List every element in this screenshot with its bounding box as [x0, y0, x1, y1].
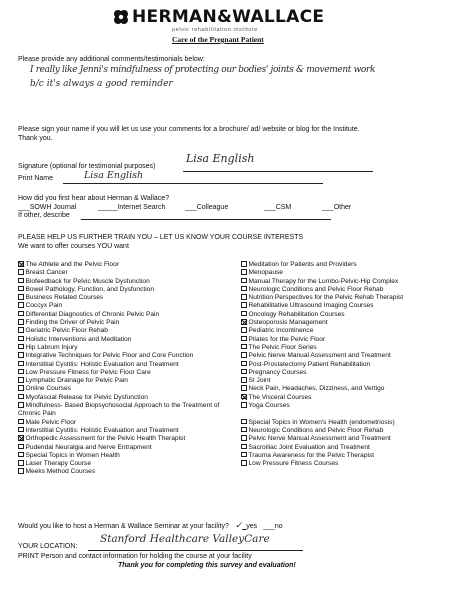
thank-you-message: Thank you for completing this survey and evaluation! — [118, 562, 296, 569]
course-option-label: Differential Diagnostics of Chronic Pelvic Pain — [25, 310, 160, 318]
course-option-right-22[interactable] — [241, 444, 403, 452]
location-field[interactable]: Stanford Healthcare ValleyCare — [100, 533, 270, 545]
signature-label: Signature (optional for testimonial purposes) — [18, 163, 156, 170]
course-option-right-4[interactable] — [241, 294, 403, 302]
hear-option-label: Colleague — [196, 204, 229, 211]
checkbox[interactable] — [241, 402, 247, 408]
checkbox[interactable] — [18, 352, 24, 358]
interests-subheading: We want to offer courses YOU want — [18, 243, 129, 250]
course-option-right-17[interactable] — [241, 402, 403, 410]
course-option-label: Rehabilitative Ultrasound Imaging Courses — [248, 302, 374, 310]
course-option-label: Coccyx Pain — [25, 302, 63, 310]
course-option-label: Menopause — [248, 269, 283, 277]
course-option-right-10[interactable] — [241, 344, 403, 352]
hear-option-other[interactable]: ___Other — [322, 204, 352, 211]
checkbox[interactable] — [241, 352, 247, 358]
course-option-label: Interstitial Cystitis: Holistic Evaluation and Treatment — [25, 360, 179, 368]
course-option-left-14[interactable] — [18, 377, 233, 385]
course-option-label: Laser Therapy Course — [25, 460, 91, 468]
course-option-label: Integrative Techniques for Pelvic Floor and Core Function — [25, 352, 194, 360]
hear-option-label: SOWH Journal — [29, 204, 77, 211]
checkbox[interactable] — [241, 344, 247, 350]
course-option-label: Meeks Method Courses — [25, 468, 96, 476]
hear-option-csm[interactable]: ___CSM — [264, 204, 292, 211]
checkbox[interactable] — [18, 302, 24, 308]
course-option-left-13[interactable] — [18, 369, 233, 377]
course-option-label: Pudendal Neuralgia and Nerve Entrapment — [25, 443, 152, 451]
comment-line-1: I really like Jenni's mindfulness of protecting our bodies' joints & movement work — [30, 65, 376, 75]
course-option-label: Holistic Interventions and Meditation — [25, 335, 132, 343]
course-option-left-5[interactable] — [18, 302, 233, 310]
course-option-left-10[interactable] — [18, 344, 233, 352]
checkbox[interactable] — [241, 327, 247, 333]
checkbox[interactable] — [241, 385, 247, 391]
course-option-left-6[interactable] — [18, 311, 233, 319]
checkbox[interactable] — [18, 319, 24, 325]
course-option-label: Orthopedic Assessment for the Pelvic Health Therapist — [25, 435, 186, 443]
hear-option-colleague[interactable]: ___Colleague — [185, 204, 229, 211]
course-option-right-20[interactable] — [241, 427, 403, 435]
course-option-left-17[interactable] — [18, 402, 233, 419]
course-option-label: Low Pressure Fitness for Pelvic Floor Care — [25, 368, 151, 376]
course-option-label: Interstitial Cystitis: Holistic Evaluation and Treatment — [25, 426, 179, 434]
course-option-right-0[interactable] — [241, 261, 403, 269]
course-option-right-5[interactable] — [241, 302, 403, 310]
course-option-label: SI Joint — [248, 377, 271, 385]
checkbox[interactable] — [18, 394, 24, 400]
host-question-text: Would you like to host a Herman & Wallace Seminar at your facility? — [18, 523, 229, 530]
course-option-right-7[interactable] — [241, 319, 403, 327]
checkbox[interactable] — [241, 361, 247, 367]
signature-field[interactable]: Lisa English — [186, 152, 255, 165]
checked-checkbox[interactable] — [18, 261, 24, 267]
course-option-right-3[interactable] — [241, 286, 403, 294]
print-name-field[interactable]: Lisa English — [84, 170, 144, 181]
course-option-label: The Visceral Courses — [248, 393, 312, 401]
checkbox[interactable] — [18, 311, 24, 317]
course-option-left-0[interactable] — [18, 261, 233, 269]
course-option-label: Pediatric Incontinence — [248, 327, 314, 335]
course-option-label: Myofascial Release for Pelvic Dysfunction — [25, 393, 148, 401]
course-option-left-20[interactable] — [18, 435, 233, 443]
checkbox[interactable] — [241, 452, 247, 458]
logo-subtext: pelvic rehabilitation institute — [172, 27, 258, 33]
checkbox[interactable] — [18, 269, 24, 275]
course-option-left-3[interactable] — [18, 286, 233, 294]
hear-question: How did you first hear about Herman & Wallace? — [18, 195, 170, 202]
course-option-label: Pelvic Nerve Manual Assessment and Treatment — [248, 352, 391, 360]
course-option-right-12[interactable] — [241, 361, 403, 369]
course-option-right-15[interactable] — [241, 385, 403, 393]
course-option-label: Trauma Awareness for the Pelvic Therapist — [248, 451, 375, 459]
checkbox[interactable] — [241, 336, 247, 342]
course-option-left-9[interactable] — [18, 336, 233, 344]
course-option-right-16[interactable] — [241, 394, 403, 402]
host-question — [18, 522, 283, 531]
course-option-left-21[interactable] — [18, 444, 233, 452]
interests-heading: PLEASE HELP US FURTHER TRAIN YOU – LET US KNOW YOUR COURSE INTERESTS — [18, 234, 304, 241]
checkbox[interactable] — [18, 278, 24, 284]
course-option-left-7[interactable] — [18, 319, 233, 327]
checkbox[interactable] — [18, 452, 24, 458]
course-option-right-9[interactable] — [241, 336, 403, 344]
checkbox[interactable] — [18, 294, 24, 300]
checkbox[interactable] — [241, 435, 247, 441]
course-option-label: Pilates for the Pelvic Floor — [248, 335, 326, 343]
course-option-right-24[interactable] — [241, 460, 403, 468]
course-option-label: Pelvic Nerve Manual Assessment and Treatment — [248, 435, 391, 443]
checkbox[interactable] — [18, 369, 24, 375]
checkbox[interactable] — [241, 261, 247, 267]
checkbox[interactable] — [18, 344, 24, 350]
course-option-label: Special Topics in Women's Health (endometriosis) — [248, 418, 395, 426]
course-option-label: Bowel Pathology, Function, and Dysfunction — [25, 285, 155, 293]
course-option-label: Oncology Rehabilitation Courses — [248, 310, 345, 318]
print-name-label: Print Name — [18, 175, 54, 182]
course-option-label: Meditation for Patients and Providers — [248, 261, 357, 268]
course-option-left-19[interactable] — [18, 427, 233, 435]
checkbox[interactable] — [241, 444, 247, 450]
checkbox[interactable] — [241, 286, 247, 292]
checkbox[interactable] — [18, 427, 24, 433]
course-option-right-14[interactable] — [241, 377, 403, 385]
if-other-label: If other, describe — [18, 212, 70, 219]
course-option-label: Neurologic Conditions and Pelvic Floor Rehab — [248, 285, 384, 293]
course-option-left-4[interactable] — [18, 294, 233, 302]
host-yes-option[interactable] — [235, 523, 257, 530]
course-option-label: Pregnancy Courses — [248, 368, 307, 376]
course-option-label: Sacroiliac Joint Evaluation and Treatment — [248, 443, 370, 451]
checkbox[interactable] — [241, 269, 247, 275]
course-option-right-13[interactable] — [241, 369, 403, 377]
hear-option-sowh[interactable]: ___SOWH Journal — [18, 204, 77, 211]
contact-note: PRINT Person and contact information for holding the course at your facility — [18, 553, 252, 560]
checkbox[interactable] — [18, 468, 24, 474]
logo-mark-icon — [113, 9, 129, 25]
course-option-right-23[interactable] — [241, 452, 403, 460]
course-option-left-8[interactable] — [18, 327, 233, 335]
course-option-left-1[interactable] — [18, 269, 233, 277]
checkbox[interactable] — [241, 278, 247, 284]
if-other-line[interactable] — [81, 219, 331, 220]
course-option-label: Nutrition Perspectives for the Pelvic Rehab Therapist — [248, 294, 404, 302]
checkbox[interactable] — [241, 377, 247, 383]
course-option-left-15[interactable] — [18, 385, 233, 393]
course-option-label: Lymphatic Drainage for Pelvic Pain — [25, 377, 128, 385]
course-option-label: Yoga Courses — [248, 402, 290, 410]
checked-checkbox[interactable] — [18, 435, 24, 441]
checked-checkbox[interactable] — [241, 394, 247, 400]
course-option-label: Manual Therapy for the Lumbo-Pelvic-Hip Complex — [248, 277, 399, 285]
course-option-label: Male Pelvic Floor — [25, 418, 77, 426]
course-option-label: Low Pressure Fitness Courses — [248, 460, 339, 468]
checkbox[interactable] — [18, 327, 24, 333]
course-option-left-2[interactable] — [18, 278, 233, 286]
checkbox[interactable] — [241, 294, 247, 300]
checkbox[interactable] — [241, 302, 247, 308]
course-option-left-16[interactable] — [18, 394, 233, 402]
checkbox[interactable] — [18, 286, 24, 292]
location-label: YOUR LOCATION: — [18, 543, 78, 550]
course-option-right-8[interactable] — [241, 327, 403, 335]
interests-left-column — [18, 261, 233, 477]
course-option-left-24[interactable] — [18, 468, 233, 476]
interests-right-column — [241, 261, 403, 468]
course-option-label: Finding the Driver of Pelvic Pain — [25, 319, 120, 327]
course-option-label: The Athlete and the Pelvic Floor — [25, 261, 119, 268]
course-option-right-1[interactable] — [241, 269, 403, 277]
host-no-option[interactable]: ___no — [263, 523, 283, 530]
host-yes-mark: ✓ — [234, 521, 243, 531]
checkbox[interactable] — [241, 311, 247, 317]
course-option-left-23[interactable] — [18, 460, 233, 468]
course-option-left-12[interactable] — [18, 361, 233, 369]
checked-checkbox[interactable] — [241, 319, 247, 325]
course-option-left-18[interactable] — [18, 419, 233, 427]
course-option-label: Post-Prostatectomy Patient Rehabilitation — [248, 360, 371, 368]
host-no-label: no — [274, 523, 283, 530]
signature-line — [183, 171, 373, 172]
course-option-right-21[interactable] — [241, 435, 403, 443]
checkbox[interactable] — [18, 336, 24, 342]
hear-option-label: Other — [333, 204, 352, 211]
checkbox[interactable] — [241, 460, 247, 466]
checkbox[interactable] — [18, 377, 24, 383]
print-name-line — [63, 183, 323, 184]
logo-text: HERMAN&WALLACE — [132, 7, 325, 27]
checkbox[interactable] — [18, 419, 24, 425]
checkbox[interactable] — [18, 402, 24, 408]
course-option-label: Hip Labrum Injury — [25, 343, 78, 351]
course-option-right-2[interactable] — [241, 278, 403, 286]
logo — [110, 6, 350, 36]
course-option-label: Business Related Courses — [25, 294, 104, 302]
course-option-label: Geriatric Pelvic Floor Rehab — [25, 327, 108, 335]
course-option-label: Special Topics in Women Health — [25, 451, 120, 459]
course-option-label: Neurologic Conditions and Pelvic Floor Rehab — [248, 426, 384, 434]
course-option-label: Neck Pain, Headaches, Dizziness, and Vertigo — [248, 385, 385, 393]
checkbox[interactable] — [241, 419, 247, 425]
consent-thanks: Thank you. — [18, 135, 53, 142]
checkbox[interactable] — [241, 369, 247, 375]
course-option-label: Breast Cancer — [25, 269, 68, 277]
course-option-right-19[interactable] — [241, 419, 403, 427]
checkbox[interactable] — [18, 385, 24, 391]
course-option-right-18[interactable] — [241, 410, 403, 418]
course-option-label: Online Courses — [25, 385, 71, 393]
course-option-left-22[interactable] — [18, 452, 233, 460]
course-option-label: Biofeedback for Pelvic Muscle Dysfunction — [25, 277, 150, 285]
course-option-label: Osteoporosis Management — [248, 319, 328, 327]
hear-option-internet[interactable]: _____Internet Search — [98, 204, 166, 211]
page-subtitle: Care of the Pregnant Patient — [172, 35, 264, 44]
hear-option-label: CSM — [275, 204, 292, 211]
checkbox[interactable] — [18, 361, 24, 367]
course-option-right-6[interactable] — [241, 311, 403, 319]
course-option-label: Mindfulness- Based Biopsychosocial Approach to the Treatment of Chronic Pain — [18, 402, 220, 418]
course-option-left-11[interactable] — [18, 352, 233, 360]
checkbox[interactable] — [241, 427, 247, 433]
checkbox[interactable] — [18, 444, 24, 450]
course-option-right-11[interactable] — [241, 352, 403, 360]
location-line — [88, 550, 303, 551]
checkbox[interactable] — [18, 460, 24, 466]
comments-prompt: Please provide any additional comments/testimonials below: — [18, 56, 205, 63]
comment-line-2: b/c it's always a good reminder — [30, 79, 173, 89]
host-yes-label: yes — [246, 523, 258, 530]
course-option-label: The Pelvic Floor Series — [248, 343, 317, 351]
hear-option-label: Internet Search — [117, 204, 166, 211]
consent-text: Please sign your name if you will let us use your comments for a brochure/ ad/ website or blog for the Institute. — [18, 126, 360, 133]
